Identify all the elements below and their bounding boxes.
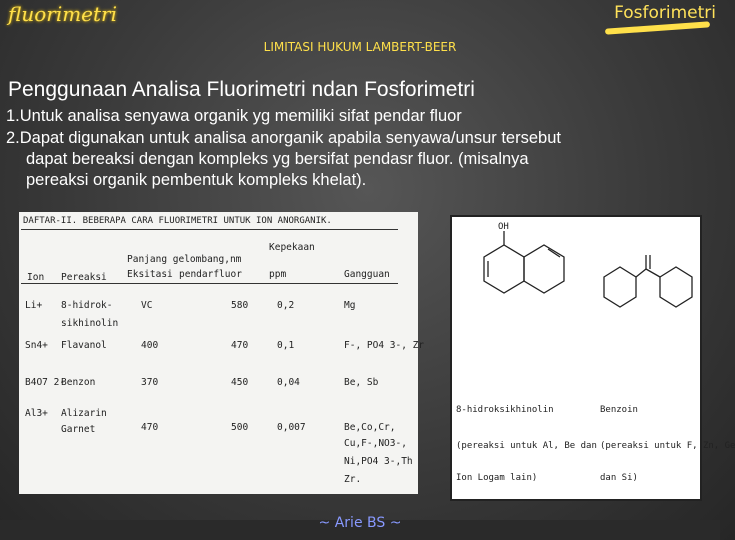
row3-sens: 0,04 bbox=[277, 377, 300, 388]
header-unit: ppm bbox=[269, 269, 287, 280]
point-2-line-2: dapat bereaksi dengan kompleks yg bersifat pendasr fluor. (misalnya bbox=[26, 150, 529, 168]
header-interference: Gangguan bbox=[344, 269, 390, 280]
row2-em: 470 bbox=[231, 340, 249, 351]
row1-reagent: 8-hidrok- bbox=[61, 300, 113, 311]
title-underline bbox=[605, 21, 710, 34]
row1-intf: Mg bbox=[344, 300, 356, 311]
row2-sens: 0,1 bbox=[277, 340, 295, 351]
caption-right-2: (pereaksi untuk F, Zn, Ge bbox=[600, 441, 735, 451]
row2-reagent: Flavanol bbox=[61, 340, 107, 351]
header-wavelength: Panjang gelombang,nm bbox=[127, 254, 242, 265]
header-emission: pendarfluor bbox=[179, 269, 242, 280]
structures-drawing bbox=[452, 217, 700, 397]
point-2-line-3: pereaksi organik pembentuk kompleks khelat). bbox=[26, 171, 367, 189]
fluorimetry-table-image bbox=[19, 212, 425, 494]
row4-reagent-2: Garnet bbox=[61, 424, 96, 435]
row5-intf: Cu,F-,NO3-, bbox=[344, 438, 407, 449]
point-1 bbox=[6, 106, 706, 127]
table-rule-header bbox=[21, 283, 398, 284]
header-ion: Ion bbox=[27, 272, 45, 283]
row7-intf: Zr. bbox=[344, 474, 362, 485]
row4-ion: Al3+ bbox=[25, 408, 48, 419]
caption-left-3: Ion Logam lain) bbox=[456, 473, 538, 483]
row1-ex: VC bbox=[141, 300, 153, 311]
slide-heading: Penggunaan Analisa Fluorimetri ndan Fosforimetri bbox=[8, 78, 475, 101]
row3-ex: 370 bbox=[141, 377, 159, 388]
caption-right-1: Benzoin bbox=[600, 405, 638, 415]
row3-intf: Be, Sb bbox=[344, 377, 379, 388]
chemical-structures-image bbox=[450, 215, 735, 501]
oh-label: OH bbox=[498, 222, 509, 232]
row1-em: 580 bbox=[231, 300, 249, 311]
row4-reagent: Alizarin bbox=[61, 408, 107, 419]
caption-left-1: 8-hidroksikhinolin bbox=[456, 405, 554, 415]
header-sensitivity: Kepekaan bbox=[269, 242, 315, 253]
header-excitation: Eksitasi bbox=[127, 269, 173, 280]
row3-ion: B4O7 2- bbox=[25, 377, 66, 388]
table-title: DAFTAR-II. BEBERAPA CARA FLUORIMETRI UNTUK ION ANORGANIK. bbox=[23, 216, 332, 226]
row3-reagent: Benzon bbox=[61, 377, 96, 388]
row2-ion: Sn4+ bbox=[25, 340, 48, 351]
row4-intf: Be,Co,Cr, bbox=[344, 422, 396, 433]
row2-ex: 400 bbox=[141, 340, 159, 351]
corner-title-right: Fosforimetri bbox=[614, 3, 716, 23]
row1-reagent-2: sikhinolin bbox=[61, 318, 119, 329]
row4-em: 500 bbox=[231, 422, 249, 433]
row1-ion: Li+ bbox=[25, 300, 43, 311]
point-1-line-1: 1.Untuk analisa senyawa organik yg memiliki sifat pendar fluor bbox=[6, 107, 462, 125]
point-2-line-1: 2.Dapat digunakan untuk analisa anorganik apabila senyawa/unsur tersebut bbox=[6, 129, 561, 147]
slide-subtitle: LIMITASI HUKUM LAMBERT-BEER bbox=[263, 40, 457, 54]
row3-em: 450 bbox=[231, 377, 249, 388]
point-2 bbox=[6, 128, 706, 191]
caption-left-2: (pereaksi untuk Al, Be dan bbox=[456, 441, 597, 451]
row4-ex: 470 bbox=[141, 422, 159, 433]
row4-sens: 0,007 bbox=[277, 422, 306, 433]
row6-intf: Ni,PO4 3-,Th bbox=[344, 456, 413, 467]
row2-intf: F-, PO4 3-, Zr bbox=[344, 340, 425, 351]
header-reagent: Pereaksi bbox=[61, 272, 107, 283]
corner-title-left: fluorimetri bbox=[8, 2, 118, 26]
footer-author: ~ Arie BS ~ bbox=[318, 515, 402, 531]
caption-right-3: dan Si) bbox=[600, 473, 638, 483]
row1-sens: 0,2 bbox=[277, 300, 295, 311]
table-rule-top bbox=[21, 229, 398, 230]
